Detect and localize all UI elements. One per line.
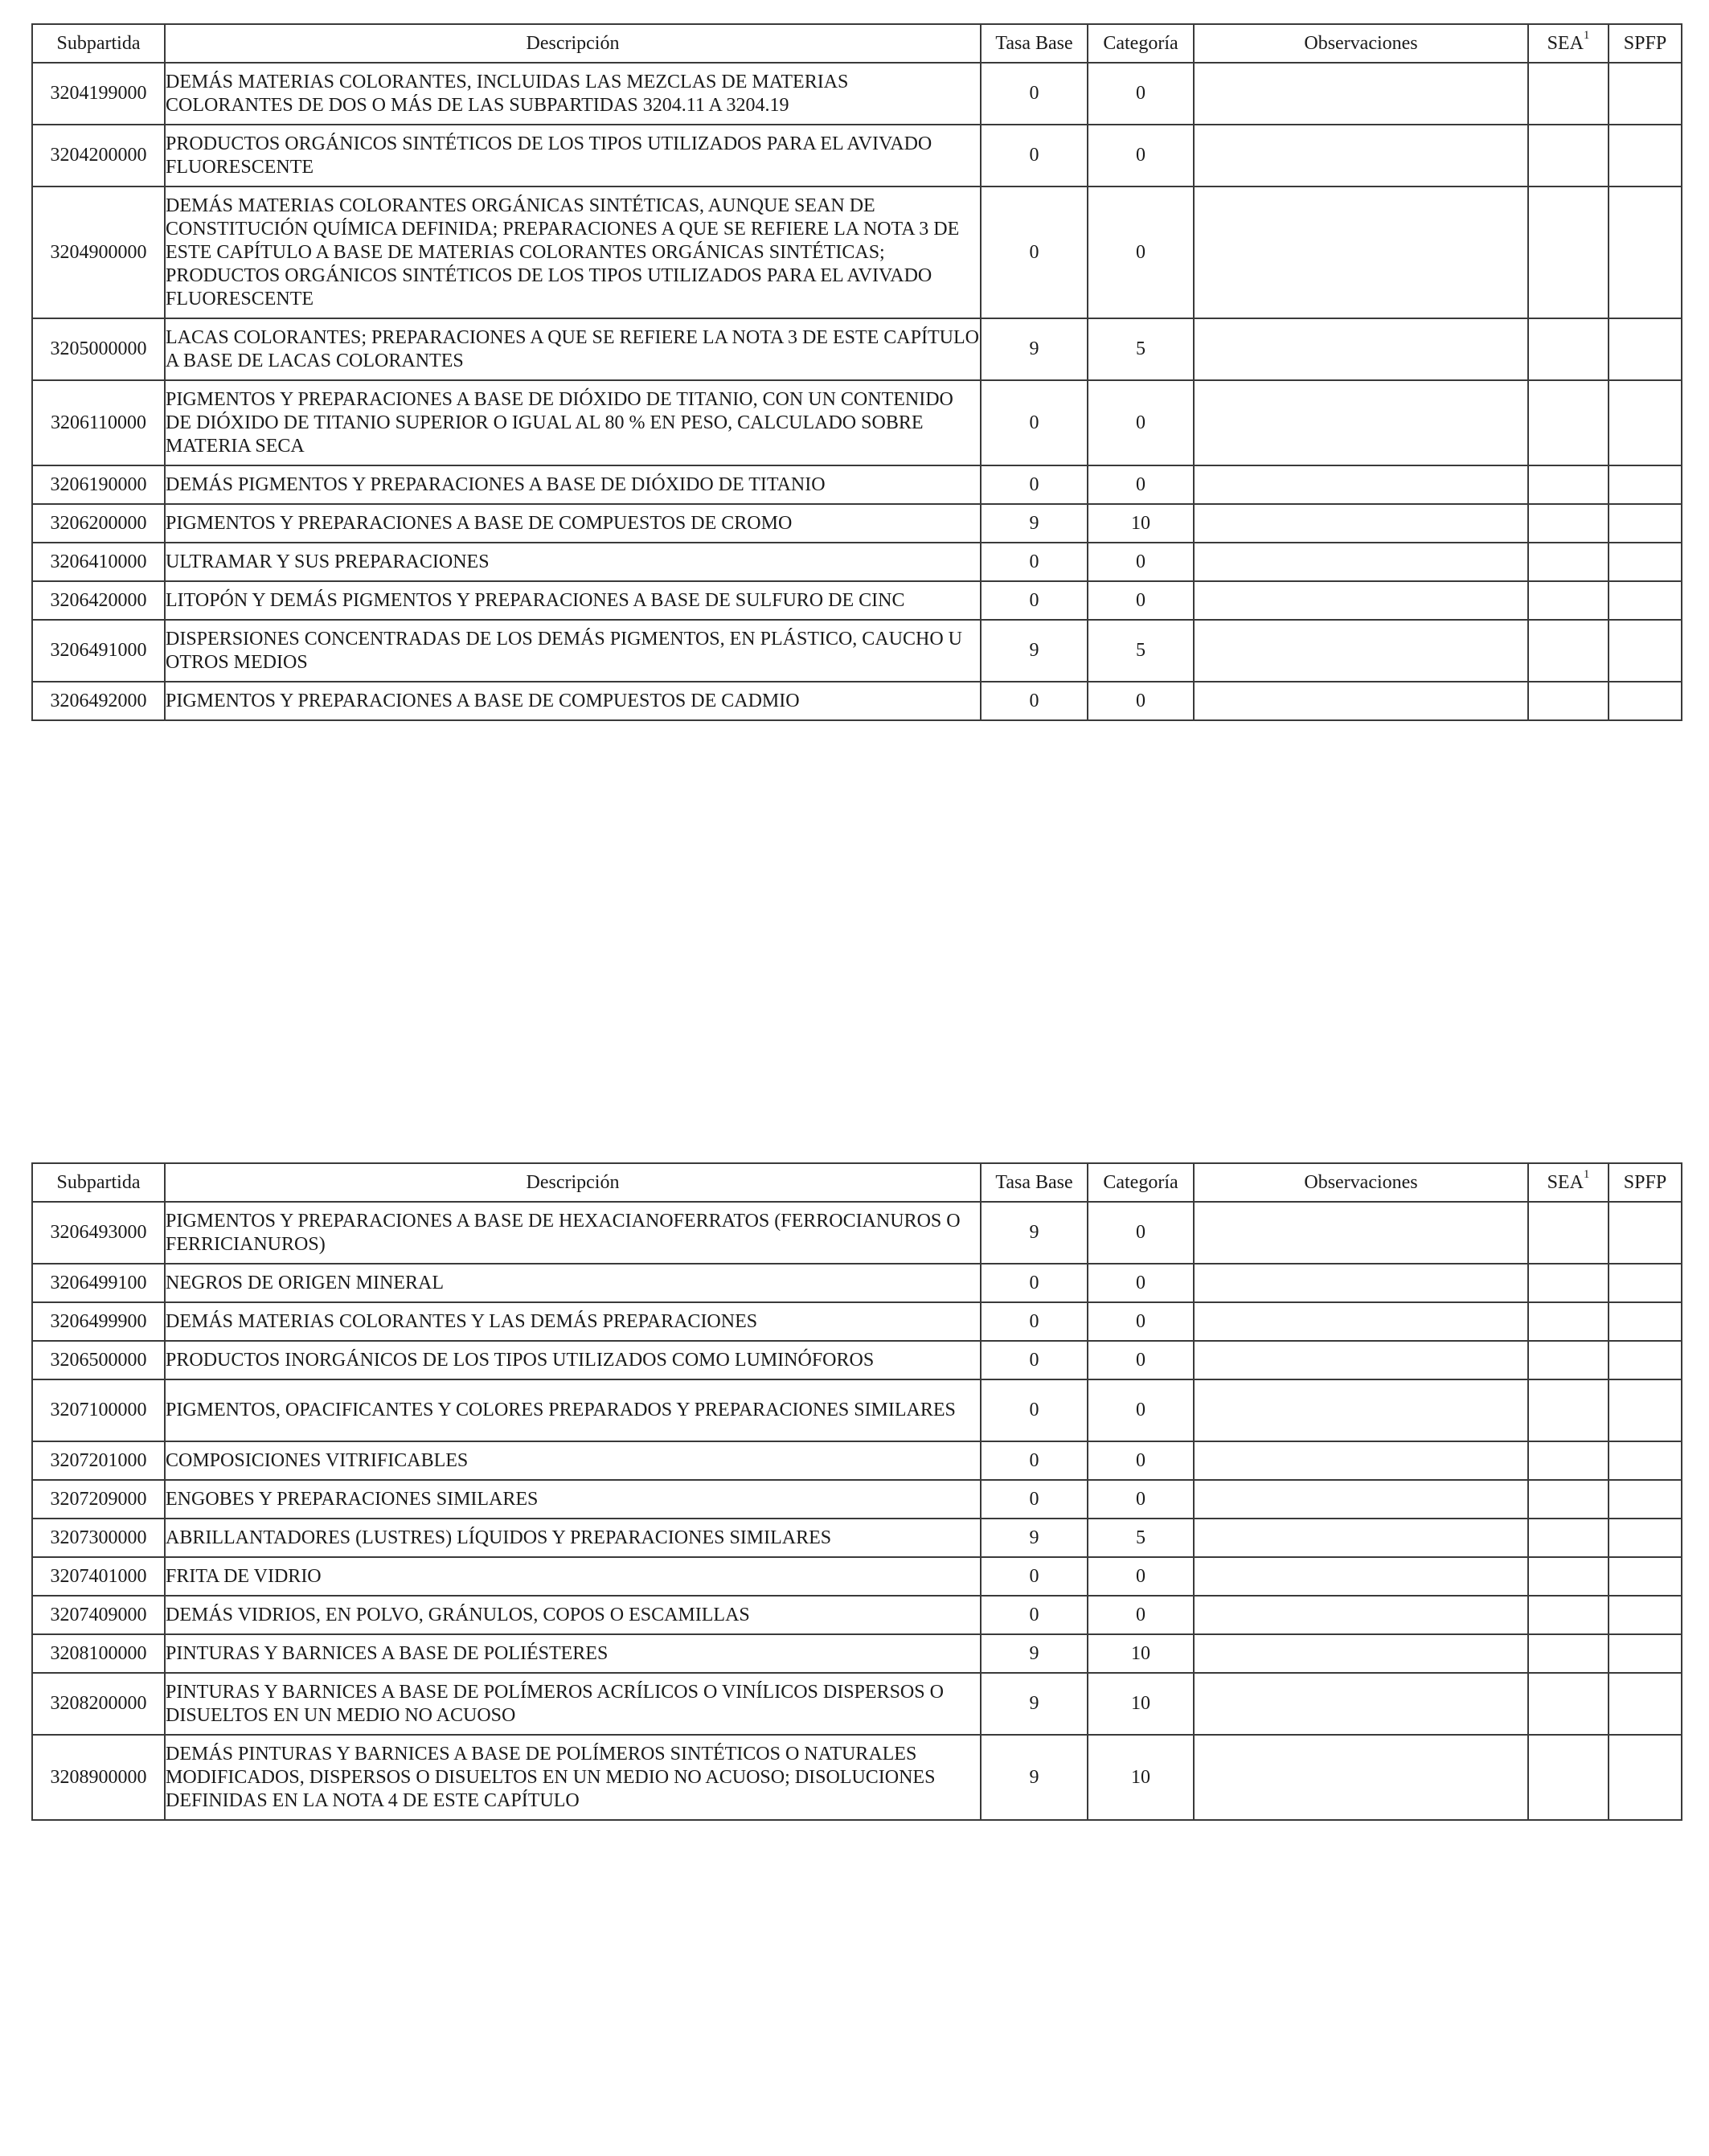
cell-observaciones [1194,465,1528,504]
cell-sea [1528,543,1609,581]
cell-tasa-base: 0 [981,581,1088,620]
header-tasa-base: Tasa Base [981,1163,1088,1202]
cell-observaciones [1194,1735,1528,1820]
cell-categoria: 0 [1088,125,1194,186]
table-row [32,125,1682,186]
header-subpartida: Subpartida [32,24,165,63]
header-observaciones: Observaciones [1194,24,1528,63]
cell-tasa-base: 0 [981,1480,1088,1519]
cell-observaciones [1194,1673,1528,1735]
cell-spfp [1609,1480,1682,1519]
cell-observaciones [1194,1441,1528,1480]
cell-categoria: 0 [1088,543,1194,581]
cell-tasa-base: 0 [981,1264,1088,1302]
cell-categoria: 0 [1088,63,1194,125]
cell-tasa-base: 0 [981,125,1088,186]
table-row [32,1557,1682,1596]
cell-subpartida: 3204900000 [32,186,165,318]
cell-observaciones [1194,1341,1528,1379]
cell-categoria: 0 [1088,1302,1194,1341]
cell-observaciones [1194,1519,1528,1557]
cell-categoria: 5 [1088,620,1194,682]
cell-sea [1528,1735,1609,1820]
cell-categoria: 10 [1088,504,1194,543]
table-row [32,504,1682,543]
cell-tasa-base: 0 [981,682,1088,720]
cell-sea [1528,1441,1609,1480]
header-spfp: SPFP [1609,1163,1682,1202]
cell-descripcion: DEMÁS MATERIAS COLORANTES, INCLUIDAS LAS MEZCLAS DE MATERIAS COLORANTES DE DOS O MÁS DE LAS SUBPARTIDAS 3204.11 A 3204.19 [165,63,981,125]
cell-observaciones [1194,1202,1528,1264]
cell-spfp [1609,504,1682,543]
cell-descripcion: PIGMENTOS Y PREPARACIONES A BASE DE COMPUESTOS DE CADMIO [165,682,981,720]
tariff-table-2 [31,1162,1682,1821]
header-descripcion: Descripción [165,24,981,63]
cell-observaciones [1194,1596,1528,1634]
table-row [32,1341,1682,1379]
cell-subpartida: 3206499900 [32,1302,165,1341]
cell-descripcion: PINTURAS Y BARNICES A BASE DE POLIÉSTERES [165,1634,981,1673]
table-row [32,620,1682,682]
cell-spfp [1609,1441,1682,1480]
cell-tasa-base: 0 [981,465,1088,504]
cell-sea [1528,1264,1609,1302]
table-row [32,318,1682,380]
cell-tasa-base: 0 [981,63,1088,125]
cell-spfp [1609,1735,1682,1820]
cell-subpartida: 3208100000 [32,1634,165,1673]
table-row [32,1519,1682,1557]
table-header-row [32,1163,1682,1202]
cell-tasa-base: 0 [981,1441,1088,1480]
table-row [32,682,1682,720]
cell-descripcion: FRITA DE VIDRIO [165,1557,981,1596]
cell-spfp [1609,63,1682,125]
cell-sea [1528,186,1609,318]
cell-sea [1528,125,1609,186]
cell-observaciones [1194,581,1528,620]
cell-subpartida: 3206190000 [32,465,165,504]
table-row [32,465,1682,504]
cell-tasa-base: 9 [981,620,1088,682]
table-row [32,1673,1682,1735]
table-body [32,63,1682,720]
cell-observaciones [1194,543,1528,581]
table-header-row [32,24,1682,63]
cell-sea [1528,1596,1609,1634]
cell-descripcion: ULTRAMAR Y SUS PREPARACIONES [165,543,981,581]
cell-descripcion: PRODUCTOS INORGÁNICOS DE LOS TIPOS UTILIZADOS COMO LUMINÓFOROS [165,1341,981,1379]
cell-categoria: 0 [1088,1480,1194,1519]
cell-categoria: 0 [1088,1264,1194,1302]
cell-descripcion: PIGMENTOS Y PREPARACIONES A BASE DE DIÓXIDO DE TITANIO, CON UN CONTENIDO DE DIÓXIDO DE TITANIO SUPERIOR O IGUAL AL 80 % EN PESO, CALCULADO SOBRE MATERIA SECA [165,380,981,465]
cell-descripcion: PRODUCTOS ORGÁNICOS SINTÉTICOS DE LOS TIPOS UTILIZADOS PARA EL AVIVADO FLUORESCENTE [165,125,981,186]
cell-tasa-base: 9 [981,1519,1088,1557]
cell-observaciones [1194,1557,1528,1596]
cell-categoria: 5 [1088,1519,1194,1557]
cell-sea [1528,1341,1609,1379]
cell-descripcion: LACAS COLORANTES; PREPARACIONES A QUE SE REFIERE LA NOTA 3 DE ESTE CAPÍTULO A BASE DE LACAS COLORANTES [165,318,981,380]
cell-spfp [1609,380,1682,465]
cell-descripcion: PIGMENTOS Y PREPARACIONES A BASE DE COMPUESTOS DE CROMO [165,504,981,543]
cell-tasa-base: 0 [981,1302,1088,1341]
cell-subpartida: 3204200000 [32,125,165,186]
table-row [32,1441,1682,1480]
header-categoria: Categoría [1088,1163,1194,1202]
header-descripcion: Descripción [165,1163,981,1202]
cell-subpartida: 3206500000 [32,1341,165,1379]
cell-spfp [1609,1202,1682,1264]
cell-sea [1528,1634,1609,1673]
cell-subpartida: 3206420000 [32,581,165,620]
cell-spfp [1609,1596,1682,1634]
cell-sea [1528,1202,1609,1264]
cell-categoria: 10 [1088,1634,1194,1673]
table-row [32,63,1682,125]
table-row [32,1264,1682,1302]
header-sea [1528,1163,1609,1202]
cell-sea [1528,318,1609,380]
cell-categoria: 0 [1088,1379,1194,1441]
cell-categoria: 0 [1088,581,1194,620]
cell-observaciones [1194,1634,1528,1673]
cell-spfp [1609,543,1682,581]
cell-descripcion: COMPOSICIONES VITRIFICABLES [165,1441,981,1480]
cell-descripcion: DEMÁS PIGMENTOS Y PREPARACIONES A BASE DE DIÓXIDO DE TITANIO [165,465,981,504]
cell-sea [1528,1519,1609,1557]
header-sea-footnote: 1 [1583,28,1590,42]
cell-observaciones [1194,1480,1528,1519]
table-row [32,1302,1682,1341]
cell-tasa-base: 9 [981,1735,1088,1820]
cell-tasa-base: 9 [981,1202,1088,1264]
cell-categoria: 0 [1088,1557,1194,1596]
cell-categoria: 0 [1088,380,1194,465]
header-tasa-base: Tasa Base [981,24,1088,63]
tariff-table-1 [31,23,1682,721]
header-spfp: SPFP [1609,24,1682,63]
table-row [32,1379,1682,1441]
cell-subpartida: 3208200000 [32,1673,165,1735]
cell-sea [1528,620,1609,682]
table-row [32,581,1682,620]
cell-subpartida: 3206492000 [32,682,165,720]
cell-observaciones [1194,63,1528,125]
cell-categoria: 0 [1088,1341,1194,1379]
cell-subpartida: 3207201000 [32,1441,165,1480]
cell-spfp [1609,1379,1682,1441]
cell-tasa-base: 9 [981,318,1088,380]
cell-categoria: 10 [1088,1735,1194,1820]
header-sea-footnote: 1 [1583,1167,1590,1181]
cell-tasa-base: 0 [981,1596,1088,1634]
table-row [32,1735,1682,1820]
cell-sea [1528,465,1609,504]
header-observaciones: Observaciones [1194,1163,1528,1202]
cell-subpartida: 3204199000 [32,63,165,125]
cell-tasa-base: 9 [981,504,1088,543]
cell-subpartida: 3206200000 [32,504,165,543]
cell-descripcion: PINTURAS Y BARNICES A BASE DE POLÍMEROS ACRÍLICOS O VINÍLICOS DISPERSOS O DISUELTOS EN UN MEDIO NO ACUOSO [165,1673,981,1735]
cell-categoria: 0 [1088,1202,1194,1264]
table-body [32,1202,1682,1820]
cell-tasa-base: 9 [981,1634,1088,1673]
cell-categoria: 10 [1088,1673,1194,1735]
cell-observaciones [1194,620,1528,682]
cell-descripcion: LITOPÓN Y DEMÁS PIGMENTOS Y PREPARACIONES A BASE DE SULFURO DE CINC [165,581,981,620]
cell-spfp [1609,1557,1682,1596]
cell-spfp [1609,1519,1682,1557]
cell-observaciones [1194,186,1528,318]
cell-tasa-base: 0 [981,1557,1088,1596]
cell-sea [1528,682,1609,720]
cell-subpartida: 3207100000 [32,1379,165,1441]
cell-subpartida: 3207300000 [32,1519,165,1557]
cell-subpartida: 3208900000 [32,1735,165,1820]
cell-observaciones [1194,380,1528,465]
header-sea-label: SEA [1547,32,1584,54]
cell-observaciones [1194,318,1528,380]
cell-sea [1528,1673,1609,1735]
cell-spfp [1609,581,1682,620]
cell-subpartida: 3207409000 [32,1596,165,1634]
cell-categoria: 0 [1088,465,1194,504]
cell-tasa-base: 0 [981,1379,1088,1441]
cell-spfp [1609,1264,1682,1302]
cell-subpartida: 3207209000 [32,1480,165,1519]
cell-sea [1528,1379,1609,1441]
table-row [32,543,1682,581]
table-row [32,380,1682,465]
cell-subpartida: 3206410000 [32,543,165,581]
cell-sea [1528,1557,1609,1596]
cell-descripcion: ENGOBES Y PREPARACIONES SIMILARES [165,1480,981,1519]
cell-descripcion: NEGROS DE ORIGEN MINERAL [165,1264,981,1302]
header-sea [1528,24,1609,63]
cell-observaciones [1194,1379,1528,1441]
header-sea-label: SEA [1547,1171,1584,1193]
cell-descripcion: DEMÁS VIDRIOS, EN POLVO, GRÁNULOS, COPOS O ESCAMILLAS [165,1596,981,1634]
cell-sea [1528,504,1609,543]
cell-spfp [1609,465,1682,504]
cell-spfp [1609,318,1682,380]
cell-tasa-base: 0 [981,380,1088,465]
cell-observaciones [1194,504,1528,543]
cell-descripcion: DISPERSIONES CONCENTRADAS DE LOS DEMÁS PIGMENTOS, EN PLÁSTICO, CAUCHO U OTROS MEDIOS [165,620,981,682]
cell-tasa-base: 0 [981,543,1088,581]
cell-subpartida: 3206493000 [32,1202,165,1264]
table-row [32,1202,1682,1264]
cell-descripcion: PIGMENTOS Y PREPARACIONES A BASE DE HEXACIANOFERRATOS (FERROCIANUROS O FERRICIANUROS) [165,1202,981,1264]
cell-observaciones [1194,125,1528,186]
cell-spfp [1609,1673,1682,1735]
cell-descripcion: DEMÁS PINTURAS Y BARNICES A BASE DE POLÍMEROS SINTÉTICOS O NATURALES MODIFICADOS, DISPERSOS O DISUELTOS EN UN MEDIO NO ACUOSO; DISOLUCIONES DEFINIDAS EN LA NOTA 4 DE ESTE CAPÍTULO [165,1735,981,1820]
cell-tasa-base: 9 [981,1673,1088,1735]
cell-sea [1528,1302,1609,1341]
cell-sea [1528,581,1609,620]
cell-spfp [1609,620,1682,682]
cell-observaciones [1194,1264,1528,1302]
cell-descripcion: DEMÁS MATERIAS COLORANTES ORGÁNICAS SINTÉTICAS, AUNQUE SEAN DE CONSTITUCIÓN QUÍMICA DEFINIDA; PREPARACIONES A QUE SE REFIERE LA NOTA 3 DE ESTE CAPÍTULO A BASE DE MATERIAS COLORANTES ORGÁNICAS SINTÉTICAS; PRODUCTOS ORGÁNICOS SINTÉTICOS DE LOS TIPOS UTILIZADOS PARA EL AVIVADO FLUORESCENTE [165,186,981,318]
cell-categoria: 0 [1088,682,1194,720]
cell-sea [1528,380,1609,465]
cell-sea [1528,63,1609,125]
table-row [32,1634,1682,1673]
cell-spfp [1609,186,1682,318]
cell-categoria: 0 [1088,1441,1194,1480]
cell-tasa-base: 0 [981,1341,1088,1379]
cell-descripcion: PIGMENTOS, OPACIFICANTES Y COLORES PREPARADOS Y PREPARACIONES SIMILARES [165,1379,981,1441]
cell-categoria: 0 [1088,1596,1194,1634]
cell-subpartida: 3206110000 [32,380,165,465]
cell-spfp [1609,1302,1682,1341]
cell-observaciones [1194,1302,1528,1341]
cell-subpartida: 3206499100 [32,1264,165,1302]
header-categoria: Categoría [1088,24,1194,63]
cell-categoria: 5 [1088,318,1194,380]
cell-tasa-base: 0 [981,186,1088,318]
table-row [32,1480,1682,1519]
cell-descripcion: ABRILLANTADORES (LUSTRES) LÍQUIDOS Y PREPARACIONES SIMILARES [165,1519,981,1557]
cell-observaciones [1194,682,1528,720]
cell-descripcion: DEMÁS MATERIAS COLORANTES Y LAS DEMÁS PREPARACIONES [165,1302,981,1341]
cell-sea [1528,1480,1609,1519]
cell-spfp [1609,682,1682,720]
cell-spfp [1609,1341,1682,1379]
cell-subpartida: 3207401000 [32,1557,165,1596]
cell-categoria: 0 [1088,186,1194,318]
cell-subpartida: 3205000000 [32,318,165,380]
table-row [32,186,1682,318]
table-row [32,1596,1682,1634]
cell-subpartida: 3206491000 [32,620,165,682]
cell-spfp [1609,125,1682,186]
header-subpartida: Subpartida [32,1163,165,1202]
cell-spfp [1609,1634,1682,1673]
